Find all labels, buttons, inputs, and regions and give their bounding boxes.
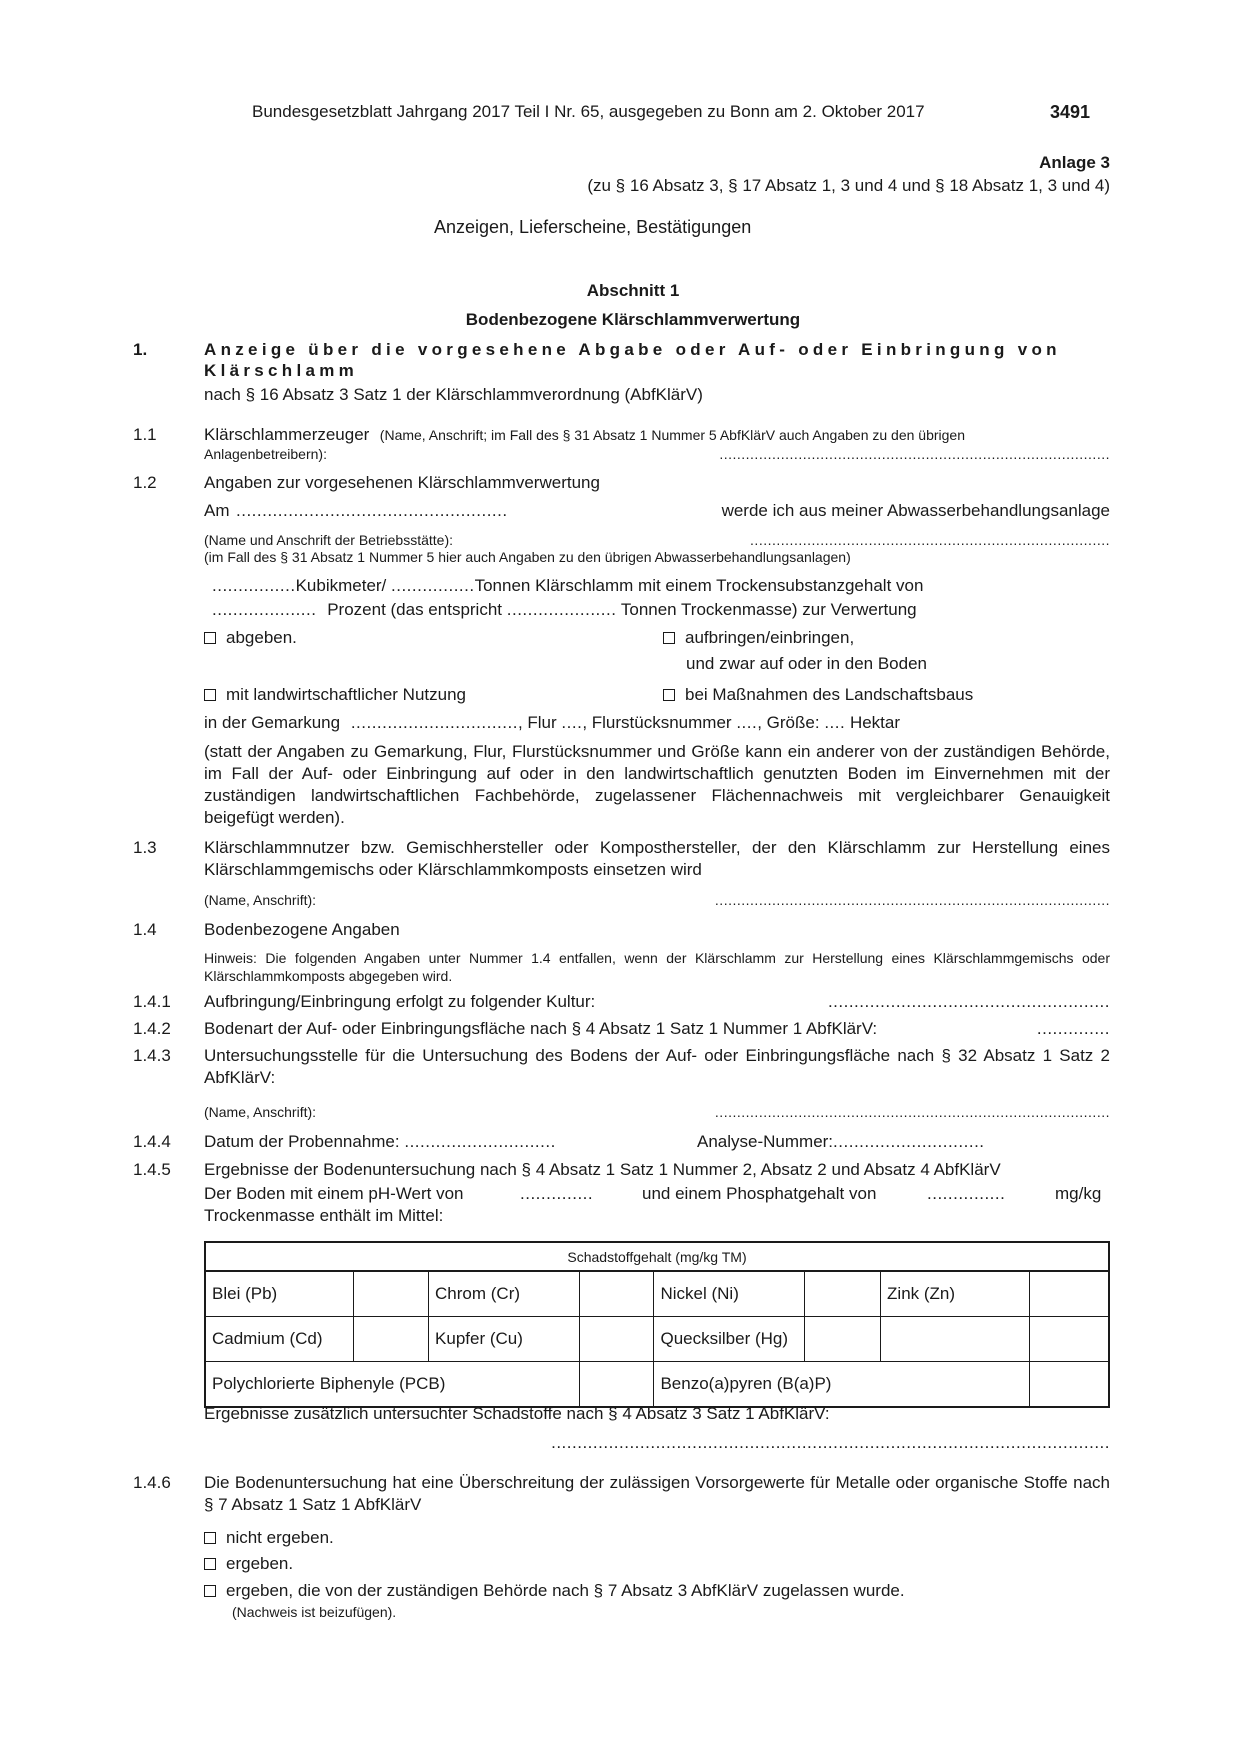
kultur-text: Aufbringung/Einbringung erfolgt zu folgender Kultur: — [204, 992, 596, 1011]
section-title-line1: Anzeige über die vorgesehene Abgabe oder Auf- oder Einbringung von — [204, 340, 1061, 359]
anlage-reference: (zu § 16 Absatz 3, § 17 Absatz 1, 3 und 4 und § 18 Absatz 1, 3 und 4) — [587, 176, 1110, 195]
kubik-dots: ................ — [212, 576, 296, 595]
am-tail: werde ich aus meiner Abwasserbehandlungsanlage — [721, 501, 1110, 520]
erzeuger-note: (Name, Anschrift; im Fall des § 31 Absatz 1 Nummer 5 AbfKlärV auch Angaben zu den übrigen — [379, 427, 966, 443]
option-label: ergeben, die von der zuständigen Behörde nach § 7 Absatz 3 AbfKlärV zugelassen wurde. — [226, 1581, 905, 1600]
prozent-dots: .................... — [212, 600, 317, 619]
bap-label: Benzo(a)pyren (B(a)P) — [654, 1362, 1029, 1408]
checkbox-icon[interactable] — [663, 689, 675, 701]
flurstueck-label: , Flurstücksnummer — [582, 713, 732, 732]
menge-line — [212, 575, 923, 597]
chrom-value-cell[interactable] — [579, 1271, 654, 1317]
abschnitt-label: Abschnitt 1 — [586, 281, 680, 300]
erzeuger-line — [204, 424, 965, 446]
anlage-title: Anlage 3 — [1039, 153, 1110, 172]
running-title: Bundesgesetzblatt Jahrgang 2017 Teil I Nr. 65, ausgegeben zu Bonn am 2. Oktober 2017 — [252, 102, 925, 121]
item-number: 1.4.2 — [133, 1019, 171, 1038]
quecksilber-value-cell[interactable] — [805, 1317, 881, 1362]
kupfer-label: Kupfer (Cu) — [429, 1317, 580, 1362]
datum-line — [204, 1131, 556, 1153]
kupfer-value-cell[interactable] — [579, 1317, 654, 1362]
betrieb-dots: .................................................................................. — [750, 532, 1110, 548]
option-abgeben[interactable] — [204, 627, 297, 649]
vorsorgewerte-text: Die Bodenuntersuchung hat eine Überschreitung der zulässigen Vorsorgewerte für Metalle oder organische Stoffe nach § 7 Absatz 1 Satz 1 AbfKlärV — [204, 1473, 1110, 1514]
datum-label: Datum der Probennahme: — [204, 1132, 400, 1151]
erzeuger-dots: ......................................................................................... — [719, 446, 1110, 462]
flur-label: , Flur — [517, 713, 557, 732]
option-ergeben[interactable] — [204, 1553, 293, 1575]
flur-dots: .... — [561, 713, 583, 732]
trocken-label: Tonnen Trockenmasse) zur Verwertung — [620, 600, 917, 619]
phosphat-text: und einem Phosphatgehalt von — [642, 1184, 877, 1203]
erzeuger-note2: Anlagenbetreibern): — [204, 446, 327, 462]
option-label: ergeben. — [226, 1554, 294, 1573]
checkbox-icon[interactable] — [204, 1585, 216, 1597]
prozent-line — [212, 599, 917, 621]
boden-title: Bodenbezogene Angaben — [204, 920, 400, 939]
betrieb-label: (Name und Anschrift der Betriebsstätte): — [204, 532, 453, 548]
empty-cell — [1029, 1317, 1109, 1362]
nickel-value-cell[interactable] — [805, 1271, 881, 1317]
pcb-value-cell[interactable] — [579, 1362, 654, 1408]
fall-note: (im Fall des § 31 Absatz 1 Nummer 5 hier auch Angaben zu den übrigen Abwasserbehandlungsanlagen) — [204, 549, 851, 565]
pcb-label: Polychlorierte Biphenyle (PCB) — [205, 1362, 579, 1408]
option-ergeben-zugelassen[interactable] — [204, 1580, 905, 1602]
untersuchungsstelle-dots: .......................................................................................... — [714, 1104, 1110, 1120]
nutzer-dots: .......................................................................................... — [714, 892, 1110, 908]
gemarkung-dots: ................................ — [350, 713, 518, 732]
item-number: 1.4.5 — [133, 1160, 171, 1179]
groesse-dots: .... — [824, 713, 846, 732]
table-header: Schadstoffgehalt (mg/kg TM) — [205, 1242, 1109, 1271]
checkbox-icon[interactable] — [204, 1532, 216, 1544]
checkbox-icon[interactable] — [204, 632, 216, 644]
nutzer-text: Klärschlammnutzer bzw. Gemischhersteller oder Komposthersteller, der den Klärschlamm zur Herstellung eines Klärschlammgemischs oder Klärschlammkomposts einsetzen wird — [204, 838, 1110, 879]
erzeuger-label: Klärschlammerzeuger — [204, 425, 370, 444]
am-label: Am — [204, 501, 230, 520]
anlage-heading: Anzeigen, Lieferscheine, Bestätigungen — [434, 217, 752, 237]
option-landwirtschaft[interactable] — [204, 684, 466, 706]
flurstueck-dots: .... — [736, 713, 758, 732]
section-subtitle: nach § 16 Absatz 3 Satz 1 der Klärschlammverordnung (AbfKlärV) — [204, 385, 703, 404]
option-label: mit landwirtschaftlicher Nutzung — [226, 685, 466, 704]
analyse-label: Analyse-Nummer: — [697, 1132, 834, 1151]
hektar-label: Hektar — [849, 713, 901, 732]
item-number: 1.4.1 — [133, 992, 171, 1011]
section-number: 1. — [133, 340, 148, 359]
empty-cell — [881, 1317, 1030, 1362]
zink-label: Zink (Zn) — [881, 1271, 1030, 1317]
checkbox-icon[interactable] — [663, 632, 675, 644]
option-label: abgeben. — [226, 628, 297, 647]
option-nicht-ergeben[interactable] — [204, 1527, 334, 1549]
gemarkung-label: in der Gemarkung — [204, 713, 341, 732]
phosphat-dots: ............... — [927, 1184, 1006, 1203]
item-number: 1.4.6 — [133, 1473, 171, 1492]
section-title-line2: Klärschlamm — [204, 361, 359, 380]
trockenmasse-text: Trockenmasse enthält im Mittel: — [204, 1206, 444, 1225]
analyse-dots: ............................. — [833, 1132, 985, 1151]
option-aufbringen-cont: und zwar auf oder in den Boden — [686, 654, 928, 673]
bodenart-text: Bodenart der Auf- oder Einbringungsfläche nach § 4 Absatz 1 Satz 1 Nummer 1 AbfKlärV: — [204, 1019, 878, 1038]
statt-note: (statt der Angaben zu Gemarkung, Flur, Flurstücksnummer und Größe kann ein anderer von der zuständigen Behörde, im Fall der Auf- oder Einbringung auf oder in den landwirtschaftlich genutzten Boden im Einvernehmen mit der zuständigen landwirtschaftlichen Fachbehörde, zugelassener Flächennachweis mit vergleichbarer Genauigkeit beigefügt werden). — [204, 742, 1110, 827]
page-number: 3491 — [1050, 102, 1091, 122]
analyse-line — [697, 1131, 985, 1153]
tonnen-label: Tonnen Klärschlamm mit einem Trockensubstanzgehalt von — [474, 576, 924, 595]
checkbox-icon[interactable] — [204, 689, 216, 701]
ph-text: Der Boden mit einem pH-Wert von — [204, 1184, 464, 1203]
table-row — [205, 1317, 1109, 1362]
blei-label: Blei (Pb) — [205, 1271, 354, 1317]
datum-dots: ............................. — [404, 1132, 556, 1151]
gemarkung-line — [204, 712, 900, 734]
boden-hinweis: Hinweis: Die folgenden Angaben unter Nummer 1.4 entfallen, wenn der Klärschlamm zur Herstellung eines Klärschlammgemischs oder Klärschlammkomposts abgegeben wird. — [204, 950, 1110, 984]
nutzer-name-label: (Name, Anschrift): — [204, 892, 317, 908]
kubik-label: Kubikmeter/ — [295, 576, 387, 595]
chrom-label: Chrom (Cr) — [429, 1271, 580, 1317]
table-row — [205, 1362, 1109, 1408]
cadmium-value-cell[interactable] — [354, 1317, 429, 1362]
nickel-label: Nickel (Ni) — [654, 1271, 805, 1317]
item-number: 1.4.4 — [133, 1132, 171, 1151]
zink-value-cell[interactable] — [1029, 1271, 1109, 1317]
tonnen-dots: ................ — [391, 576, 475, 595]
option-label: nicht ergeben. — [226, 1528, 334, 1547]
table-header-row — [205, 1242, 1109, 1271]
verwertung-title: Angaben zur vorgesehenen Klärschlammverwertung — [204, 473, 600, 492]
ph-dots: .............. — [520, 1184, 594, 1203]
untersuchungsstelle-text: Untersuchungsstelle für die Untersuchung des Bodens der Auf- oder Einbringungsfläche nach § 32 Absatz 1 Satz 2 AbfKlärV: — [204, 1046, 1110, 1087]
option-label: bei Maßnahmen des Landschaftsbaus — [685, 685, 974, 704]
item-number: 1.4 — [133, 920, 157, 939]
bodenart-dots: .............. — [1036, 1019, 1110, 1038]
trocken-dots: ..................... — [506, 600, 617, 619]
item-number: 1.3 — [133, 838, 157, 857]
item-number: 1.1 — [133, 425, 157, 444]
checkbox-icon[interactable] — [204, 1558, 216, 1570]
item-number: 1.2 — [133, 473, 157, 492]
item-number: 1.4.3 — [133, 1046, 171, 1065]
option-aufbringen[interactable] — [663, 627, 854, 649]
option-label: aufbringen/einbringen, — [685, 628, 855, 647]
prozent-label: Prozent (das entspricht — [327, 600, 503, 619]
abschnitt-title: Bodenbezogene Klärschlammverwertung — [465, 310, 801, 329]
nachweis-note: (Nachweis ist beizufügen). — [232, 1604, 397, 1620]
zusaetzlich-text: Ergebnisse zusätzlich untersuchter Schadstoffe nach § 4 Absatz 3 Satz 1 AbfKlärV: — [204, 1404, 830, 1423]
table-row — [205, 1271, 1109, 1317]
blei-value-cell[interactable] — [354, 1271, 429, 1317]
bap-value-cell[interactable] — [1029, 1362, 1109, 1408]
zusaetzlich-dots: ........................................................................................................... — [551, 1433, 1110, 1452]
kultur-dots: ...................................................... — [827, 992, 1110, 1011]
am-dots: .................................................... — [236, 501, 508, 520]
schadstoff-table — [204, 1241, 1110, 1408]
untersuchungsstelle-name-label: (Name, Anschrift): — [204, 1104, 317, 1120]
quecksilber-label: Quecksilber (Hg) — [654, 1317, 805, 1362]
unit-label: mg/kg — [1055, 1184, 1102, 1203]
groesse-label: , Größe: — [757, 713, 820, 732]
ergebnisse-title: Ergebnisse der Bodenuntersuchung nach § 4 Absatz 1 Satz 1 Nummer 2, Absatz 2 und Absatz 4 AbfKlärV — [204, 1160, 1001, 1179]
option-landschaftsbau[interactable] — [663, 684, 973, 706]
cadmium-label: Cadmium (Cd) — [205, 1317, 354, 1362]
